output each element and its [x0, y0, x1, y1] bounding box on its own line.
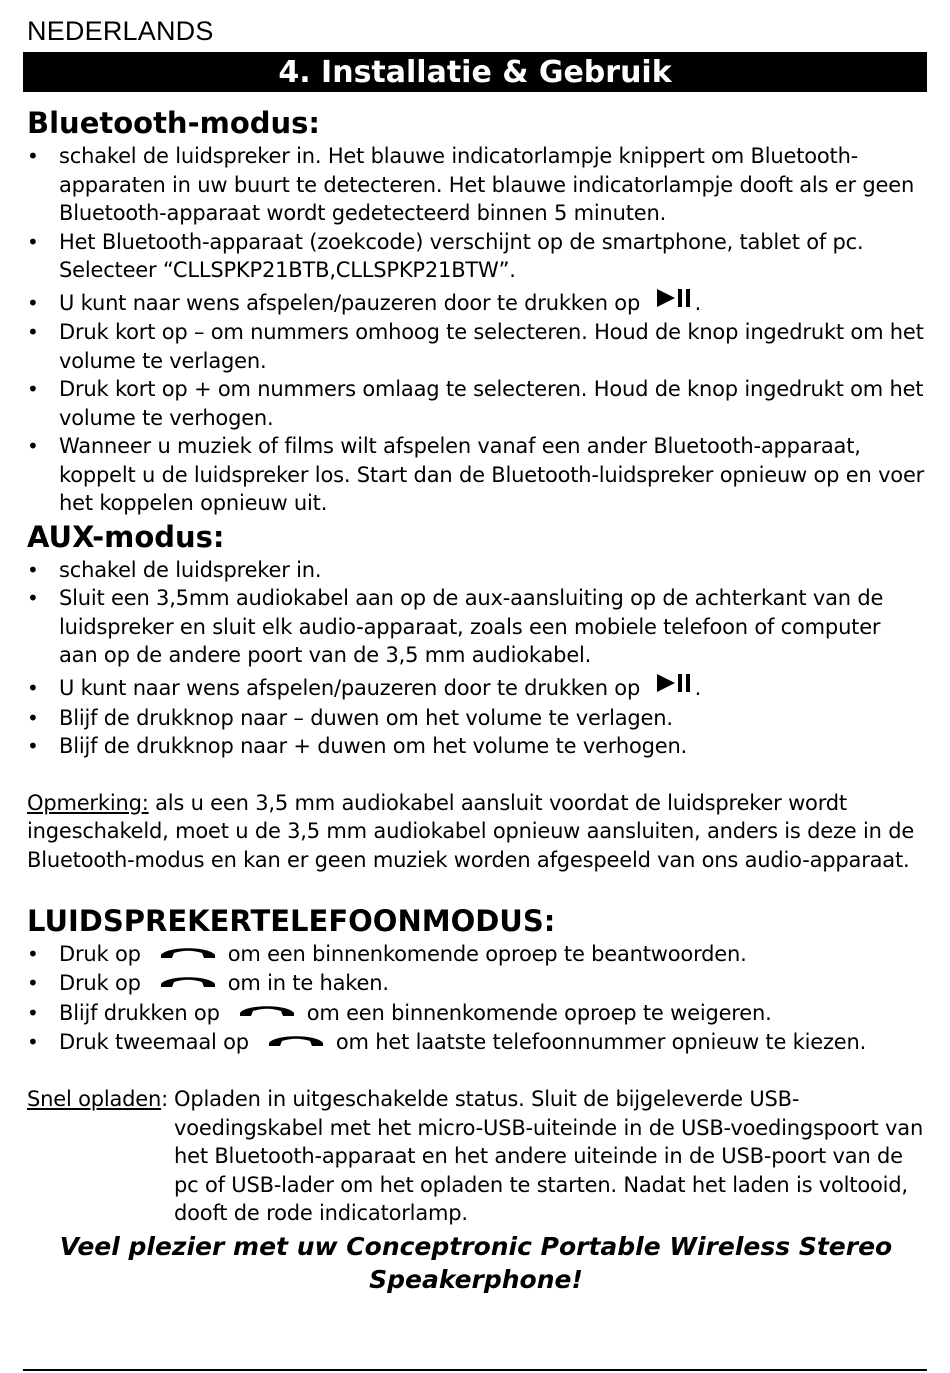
phone-handset-icon — [267, 1027, 325, 1056]
charging-text: Opladen in uitgeschakelde status. Sluit de bijgeleverde USB-voedingskabel met het micro-USB-uiteinde in de USB-voedingspoort van het Bluetooth-apparaat en het andere uiteinde in de USB-poort van de pc of USB-lader om het opladen te starten. Nadat het laden is voltooid, dooft de rode indicatorlamp. — [174, 1087, 924, 1225]
charging-section: Snel opladen: Opladen in uitgeschakelde status. Sluit de bijgeleverde USB-voedingskabel met het micro-USB-uiteinde in de USB-voedingspoort van het Bluetooth-apparaat en het andere uiteinde in de USB-poort van de pc of USB-lader om het opladen te starten. Nadat het laden is voltooid, dooft de rode indicatorlamp. — [27, 1085, 925, 1228]
list-item: • Blijf de drukknop naar + duwen om het volume te verhogen. — [27, 732, 925, 761]
list-item: • Sluit een 3,5mm audiokabel aan op de aux-aansluiting op de achterkant van de luidspreker en sluit elk audio-apparaat, zoals een mobiele telefoon of computer aan op de andere poort van de 3,5 mm audiokabel. — [27, 584, 925, 670]
play-pause-icon — [655, 287, 695, 317]
list-item: • Druk op om in te haken. — [27, 969, 925, 998]
note — [27, 789, 925, 875]
phone-handset-icon — [159, 939, 217, 968]
list-item: • Druk kort op – om nummers omhoog te selecteren. Houd de knop ingedrukt om het volume te verlagen. — [27, 318, 925, 375]
language-label: NEDERLANDS — [27, 16, 214, 46]
list-item: • Blijf drukken op om een binnenkomende oproep te weigeren. — [27, 999, 925, 1028]
note-text: als u een 3,5 mm audiokabel aansluit voordat de luidspreker wordt ingeschakeld, moet u de 3,5 mm audiokabel opnieuw aansluiten, anders is deze in de Bluetooth-modus en kan er geen muziek worden afgespeeld van ons audio-apparaat. — [27, 790, 915, 872]
bottom-divider — [23, 1369, 927, 1371]
phone-handset-icon — [159, 968, 217, 997]
closing-message — [27, 1230, 925, 1296]
note-label: Opmerking: — [27, 790, 149, 815]
list-item: • Blijf de drukknop naar – duwen om het volume te verlagen. — [27, 704, 925, 733]
list-item: • Het Bluetooth-apparaat (zoekcode) verschijnt op de smartphone, tablet of pc. Selecteer “CLLSPKP21BTB,CLLSPKP21BTW”. — [27, 228, 925, 285]
section-title: 4. Installatie & Gebruik — [278, 54, 672, 90]
list-item: • U kunt naar wens afspelen/pauzeren door te drukken op . — [27, 289, 925, 319]
closing-line-2: Speakerphone! — [369, 1264, 583, 1294]
aux-heading: AUX-modus: — [27, 519, 225, 554]
speakerphone-list — [27, 940, 925, 1057]
list-item: • Druk kort op + om nummers omlaag te selecteren. Houd de knop ingedrukt om het volume te verhogen. — [27, 375, 925, 432]
list-item: • schakel de luidspreker in. Het blauwe indicatorlampje knippert om Bluetooth-apparaten in uw buurt te detecteren. Het blauwe indicatorlampje dooft als er geen Bluetooth-apparaat wordt gedetecteerd binnen 5 minuten. — [27, 142, 925, 228]
bluetooth-heading: Bluetooth-modus: — [27, 106, 321, 140]
speakerphone-heading: LUIDSPREKERTELEFOONMODUS: — [27, 904, 556, 938]
list-item: • schakel de luidspreker in. — [27, 556, 925, 585]
content — [27, 104, 925, 1296]
list-item: • Wanneer u muziek of films wilt afspelen vanaf een ander Bluetooth-apparaat, koppelt u de luidspreker los. Start dan de Bluetooth-luidspreker opnieuw op en voer het koppelen opnieuw uit. — [27, 432, 925, 518]
closing-line-1: Veel plezier met uw Conceptronic Portable Wireless Stereo — [59, 1231, 893, 1261]
list-item: • Druk op om een binnenkomende oproep te beantwoorden. — [27, 940, 925, 969]
bluetooth-list — [27, 142, 925, 518]
section-banner — [23, 52, 927, 92]
list-item: • Druk tweemaal op om het laatste telefoonnummer opnieuw te kiezen. — [27, 1028, 925, 1057]
aux-list — [27, 556, 925, 761]
play-pause-icon — [655, 672, 695, 702]
list-item: • U kunt naar wens afspelen/pauzeren door te drukken op . — [27, 674, 925, 704]
charging-label: Snel opladen — [27, 1087, 162, 1111]
phone-handset-icon — [238, 997, 296, 1026]
